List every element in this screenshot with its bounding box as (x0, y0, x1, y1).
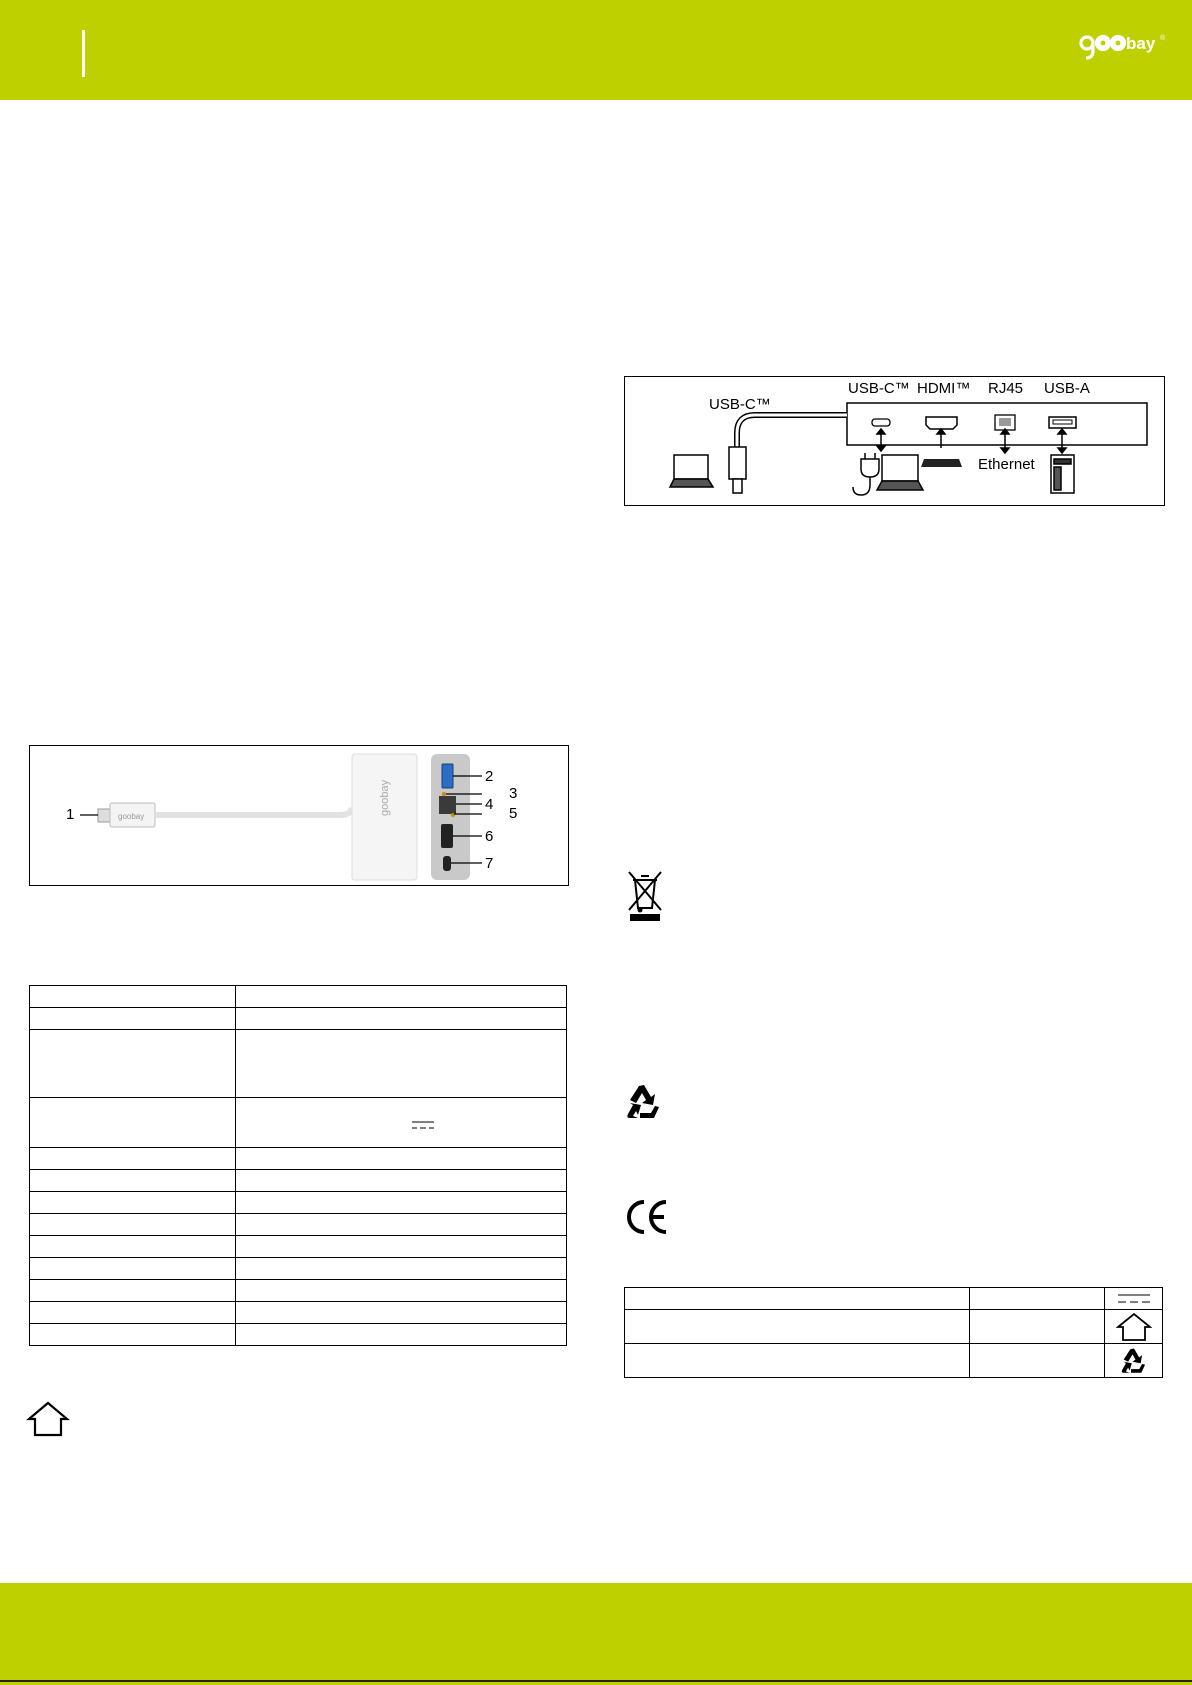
table-row (625, 1344, 1163, 1378)
callout-6: 6 (485, 828, 494, 845)
header-bar (0, 0, 1192, 100)
product-figure (29, 745, 569, 886)
display-device-icon (921, 459, 962, 467)
cable-line (737, 415, 847, 447)
house-icon (1116, 1312, 1152, 1342)
connection-diagram (624, 376, 1165, 506)
header-divider (82, 30, 85, 77)
callout-7: 7 (485, 855, 494, 872)
dc-symbol-icon (412, 1120, 434, 1132)
callout-3: 3 (509, 785, 518, 802)
diagram-drawing (625, 377, 1164, 505)
goobay-logo (1078, 28, 1168, 62)
table-row (30, 1236, 567, 1258)
cable-plug-tip (733, 479, 742, 493)
hdmi-port-icon (926, 417, 957, 429)
usb-a-port (442, 764, 453, 788)
dc-symbol-icon (1118, 1293, 1150, 1305)
callout-1: 1 (66, 806, 75, 823)
table-row (30, 1170, 567, 1192)
footer-bar (0, 1583, 1192, 1685)
ethernet-label: Ethernet (978, 456, 1035, 473)
recycle-icon (1119, 1347, 1149, 1375)
table-row (30, 1030, 567, 1098)
callout-2: 2 (485, 768, 494, 785)
cable-label: USB-C™ (709, 396, 771, 413)
port-label-usb-a: USB-A (1044, 380, 1090, 397)
table-row (30, 1098, 567, 1148)
laptop-icon (670, 455, 713, 487)
usb-c-port-icon (872, 419, 890, 426)
svg-text:goobay: goobay (379, 779, 391, 816)
laptop-icon (877, 455, 923, 490)
svg-text:goobay: goobay (118, 812, 145, 821)
ce-mark-icon (626, 1199, 670, 1235)
adapter-cable (155, 808, 352, 815)
svg-text:®: ® (1160, 35, 1166, 42)
table-row (30, 1148, 567, 1170)
usb-c-connector (98, 809, 110, 822)
table-row (30, 1324, 567, 1346)
power-plug-icon (853, 453, 879, 495)
port-label-usb-c: USB-C™ (848, 380, 910, 397)
footer-rule (0, 1680, 1192, 1682)
usb-c-port (443, 856, 451, 871)
svg-text:bay: bay (1126, 34, 1156, 53)
recycle-icon (624, 1083, 664, 1121)
table-row (30, 1258, 567, 1280)
packaging-table (624, 1287, 1163, 1378)
rj45-port (439, 796, 456, 814)
table-row (30, 1302, 567, 1324)
hub-body (352, 754, 417, 880)
table-row (30, 1008, 567, 1030)
weee-bin-icon (627, 870, 663, 922)
table-row (30, 1192, 567, 1214)
spec-table (29, 985, 567, 1346)
table-row (625, 1288, 1163, 1310)
pc-tower-icon (1051, 455, 1074, 493)
table-row (625, 1310, 1163, 1344)
table-row (30, 1214, 567, 1236)
table-row (30, 1280, 567, 1302)
port-label-rj45: RJ45 (988, 380, 1024, 397)
callout-4: 4 (485, 796, 494, 813)
table-row (30, 986, 567, 1008)
callout-5: 5 (509, 805, 518, 822)
port-label-hdmi: HDMI™ (917, 380, 971, 397)
hdmi-port (441, 824, 453, 848)
cable-plug-body (729, 447, 746, 479)
house-icon (26, 1400, 70, 1438)
